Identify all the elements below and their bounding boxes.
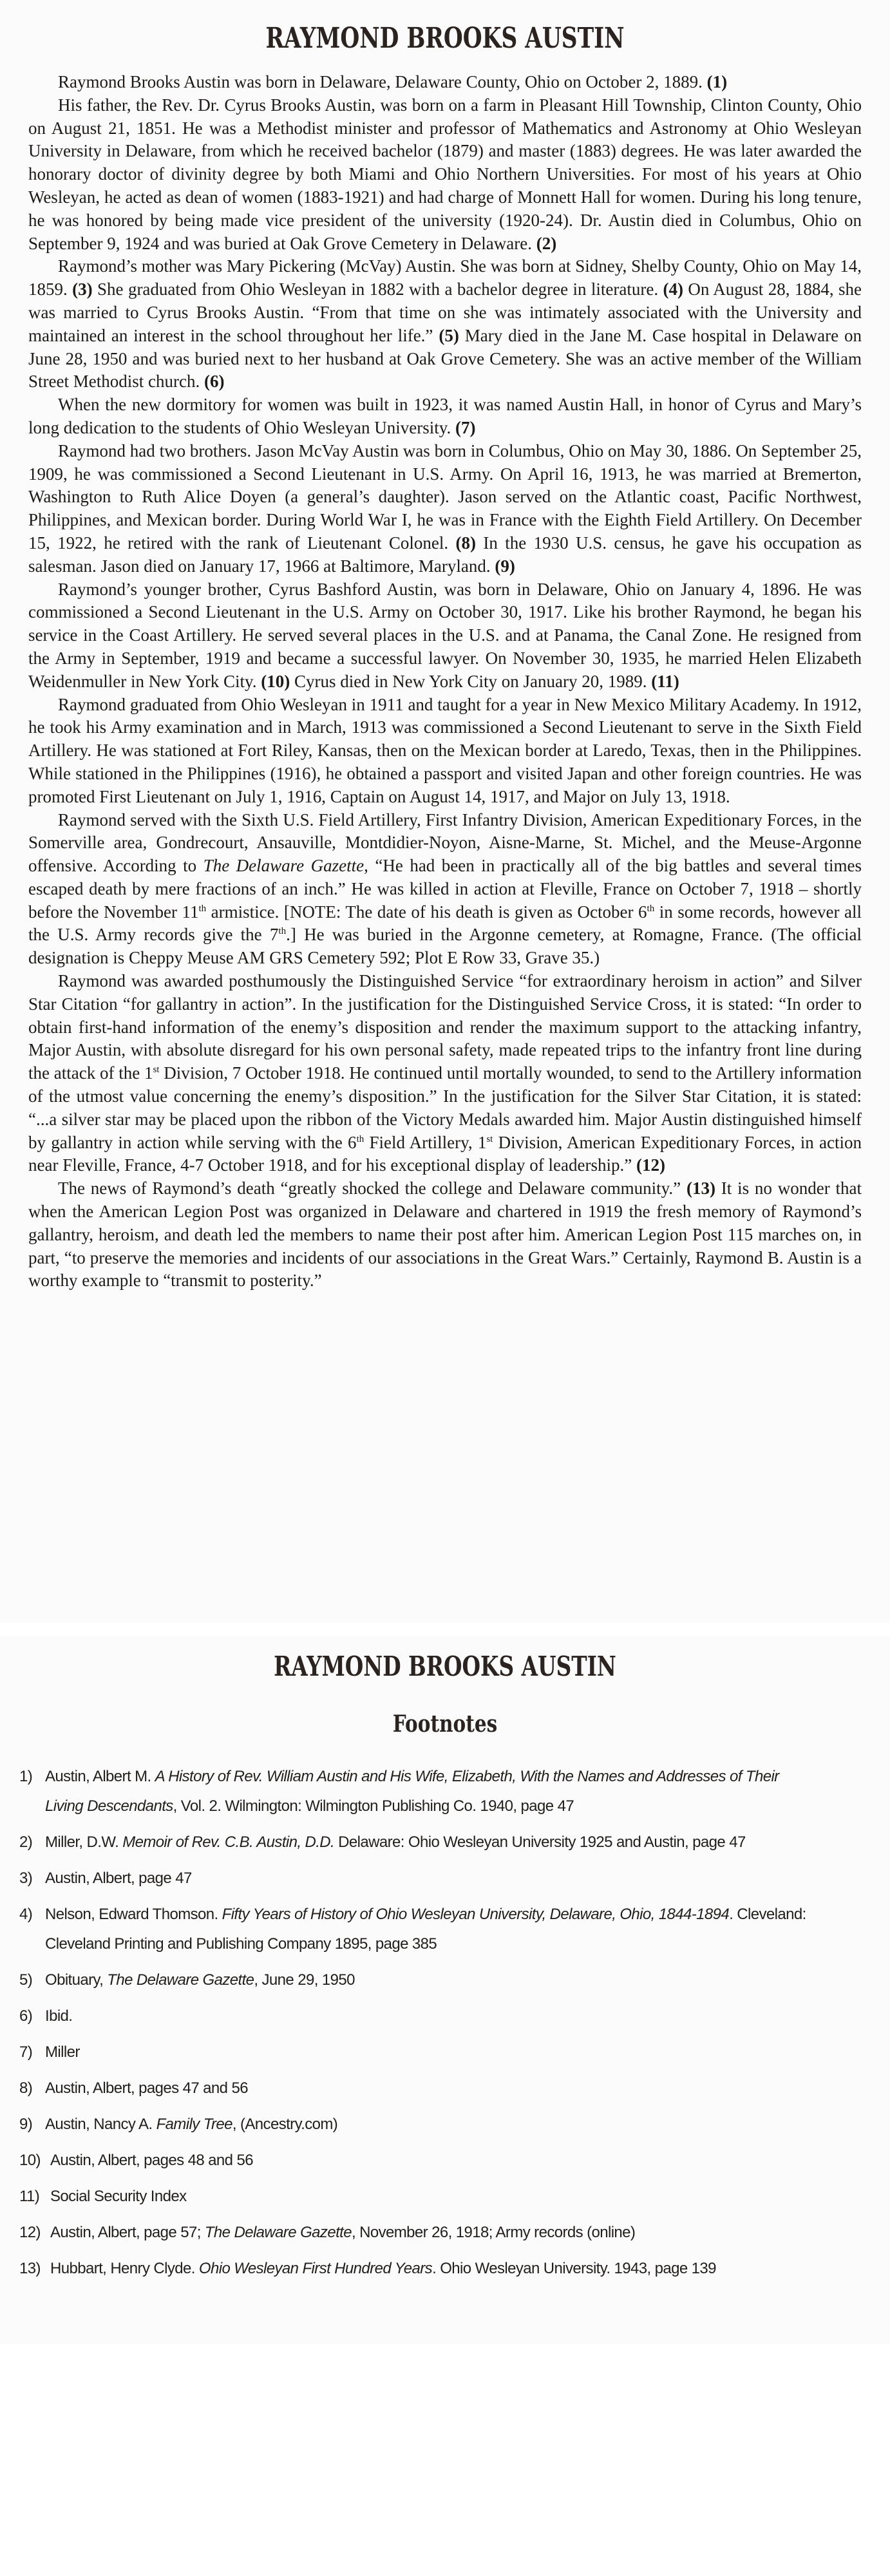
footnote-number: 5) <box>19 1971 33 1989</box>
text-run: . Cleveland: Cleveland Printing and Publishing Company 1895, page 385 <box>45 1906 806 1953</box>
italic-title: Fifty Years of History of Ohio Wesleyan University, Delaware, Ohio, 1844-1894 <box>222 1906 730 1924</box>
footnote-item <box>19 1965 871 1995</box>
ordinal-suffix: st <box>153 1065 160 1075</box>
footnotes-page <box>0 1636 890 2344</box>
ordinal-suffix: th <box>278 926 287 937</box>
ordinal-suffix: th <box>198 903 207 914</box>
footnote-text <box>45 1828 871 1857</box>
footnote-item <box>19 2218 871 2248</box>
biography-paragraph <box>28 809 862 971</box>
footnote-reference: (5) <box>439 325 459 345</box>
footnote-item <box>19 2146 871 2175</box>
footnote-reference: (3) <box>72 279 93 299</box>
footnote-text <box>50 2254 871 2284</box>
italic-title: The Delaware Gazette <box>107 1971 254 1989</box>
text-run: Austin, Nancy A. <box>45 2116 156 2134</box>
text-run: Social Security Index <box>50 2188 187 2206</box>
text-run: Raymond was awarded posthumously the Distinguished Service “for extraordinary heroism in action” and Silver Star Citation “for gallantry in action”. In the justification for the Distinguished Service Cross, it is stated: “In order to obtain first-hand information of the enemy’s disposition and render the maximum support to the attacking infantry, Major Austin, with absolute disregard for his own personal safety, made repeated trips to the infantry front line during the attack of the 1 <box>28 971 862 1083</box>
text-run: Hubbart, Henry Clyde. <box>50 2260 199 2278</box>
text-run: Nelson, Edward Thomson. <box>45 1906 222 1924</box>
italic-title: A History of Rev. William Austin and His Wife, Elizabeth, With the Names and Addresses of Their Living Descendants <box>45 1768 779 1815</box>
text-run: Field Artillery, 1 <box>364 1132 487 1152</box>
text-run: She graduated from Ohio Wesleyan in 1882 with a bachelor degree in literature. <box>92 279 663 299</box>
text-run: Raymond graduated from Ohio Wesleyan in 1911 and taught for a year in New Mexico Military Academy. In 1912, he took his Army examination and in March, 1913 was commissioned a Second Lieutenant to serve in the Sixth Field Artillery. He was stationed at Fort Riley, Kansas, then on the Mexican border at Laredo, Texas, then in the Philippines. While stationed in the Philippines (1916), he obtained a passport and visited Japan and other foreign countries. He was promoted First Lieutenant on July 1, 1916, Captain on August 14, 1917, and Major on July 13, 1918. <box>28 694 862 806</box>
footnote-item <box>19 2038 871 2067</box>
biography-paragraph <box>28 440 862 578</box>
italic-title: The Delaware Gazette <box>203 856 365 876</box>
text-run: Ibid. <box>45 2007 73 2025</box>
text-run: .] He was buried in the Argonne cemetery, at Romagne, France. (The official designation is Cheppy Meuse AM GRS Cemetery 592; Plot E Row 33, Grave 35.) <box>28 925 862 968</box>
footnote-number: 12) <box>19 2224 41 2242</box>
text-run: , November 26, 1918; Army records (online) <box>351 2224 636 2242</box>
footnote-item <box>19 2110 871 2139</box>
footnote-number: 3) <box>19 1870 33 1888</box>
text-run: Raymond’s mother was Mary Pickering (McVay) Austin. She was born at Sidney, Shelby County, Ohio on May 14, 1859. <box>28 256 862 299</box>
footnote-text <box>45 2110 871 2139</box>
footnote-number: 6) <box>19 2007 33 2025</box>
footnote-item <box>19 2254 871 2284</box>
footnote-number: 2) <box>19 1833 33 1852</box>
text-run: . Ohio Wesleyan University. 1943, page 139 <box>432 2260 716 2278</box>
footnote-number: 8) <box>19 2079 33 2098</box>
footnote-reference: (8) <box>455 533 476 553</box>
footnote-item <box>19 2074 871 2103</box>
italic-title: The Delaware Gazette <box>204 2224 352 2242</box>
text-run: His father, the Rev. Dr. Cyrus Brooks Austin, was born on a farm in Pleasant Hill Township, Clinton County, Ohio on August 21, 1851. He was a Methodist minister and professor of Mathematics and Astronomy at Ohio Wesleyan University in Delaware, from which he received bachelor (1879) and master (1883) degrees. He was later awarded the honorary doctor of divinity degree by both Miami and Ohio Northern Universities. For most of his years at Ohio Wesleyan, he acted as dean of women (1883-1921) and had charge of Monnett Hall for women. During his long tenure, he was honored by being made vice president of the university (1920-24). Dr. Austin died in Columbus, Ohio on September 9, 1924 and was buried at Oak Grove Cemetery in Delaware. <box>28 95 862 253</box>
text-run: Division, 7 October 1918. He continued until mortally wounded, to send to the Artillery information of the utmost value concerning the enemy’s disposition.” In the justification for the Silver Star Citation, it is stated: “...a silver star may be placed upon the ribbon of the Victory Medals awarded him. Major Austin distinguished himself by gallantry in action while serving with the 6 <box>28 1063 862 1152</box>
biography-paragraph <box>28 578 862 694</box>
text-run: Obituary, <box>45 1971 108 1989</box>
footnote-number: 4) <box>19 1906 33 1924</box>
text-run: It is no wonder that when the American Legion Post was organized in Delaware and chartered in 1919 the fresh memory of Raymond’s gallantry, heroism, and death led the members to name their post after him. American Legion Post 115 marches on, in part, “to preserve the memories and incidents of our associations in the Great Wars.” Certainly, Raymond B. Austin is a worthy example to “transmit to posterity.” <box>28 1179 862 1291</box>
italic-title: Ohio Wesleyan First Hundred Years <box>198 2260 433 2278</box>
footnote-text <box>45 1965 871 1995</box>
biography-paragraph <box>28 694 862 809</box>
footnote-number: 9) <box>19 2116 33 2134</box>
footnotes-heading: Footnotes <box>392 1710 498 1738</box>
text-run: in some records, however all the U.S. Army records give the 7 <box>28 902 862 945</box>
biography-paragraph <box>28 393 862 440</box>
footnote-text <box>45 1762 871 1821</box>
biography-body <box>28 71 862 1293</box>
footnote-reference: (6) <box>204 372 225 392</box>
footnote-item <box>19 1864 871 1893</box>
text-run: Delaware: Ohio Wesleyan University 1925 and Austin, page 47 <box>334 1833 746 1852</box>
footnote-item <box>19 1762 871 1821</box>
text-run: Austin, Albert, pages 48 and 56 <box>50 2152 253 2170</box>
footnote-item <box>19 2182 871 2211</box>
text-run: Miller, D.W. <box>45 1833 123 1852</box>
footnote-number: 10) <box>19 2152 41 2170</box>
footnote-text <box>50 2146 871 2175</box>
text-run: Austin, Albert, pages 47 and 56 <box>45 2079 248 2098</box>
footnote-reference: (11) <box>651 671 679 691</box>
footnote-item <box>19 1828 871 1857</box>
footnote-reference: (10) <box>261 671 290 691</box>
footnote-number: 1) <box>19 1768 33 1786</box>
biography-paragraph <box>28 255 862 393</box>
italic-title: Memoir of Rev. C.B. Austin, D.D. <box>122 1833 335 1852</box>
text-run: When the new dormitory for women was built in 1923, it was named Austin Hall, in honor of Cyrus and Mary’s long dedication to the students of Ohio Wesleyan University. <box>28 395 862 437</box>
footnote-text <box>45 2002 871 2031</box>
text-run: Austin, Albert, page 47 <box>45 1870 192 1888</box>
text-run: Miller <box>45 2043 80 2061</box>
footnote-reference: (2) <box>536 233 557 253</box>
text-run: The news of Raymond’s death “greatly shocked the college and Delaware community.” <box>58 1179 686 1198</box>
footnote-text <box>45 2038 871 2067</box>
biography-paragraph <box>28 94 862 256</box>
footnote-text <box>50 2218 871 2248</box>
text-run: Raymond served with the Sixth U.S. Field Artillery, First Infantry Division, American Expeditionary Forces, in the Somerville area, Gondrecourt, Ansauville, Montdidier-Noyon, Aisne-Marne, St. Michel, and the Meuse-Argonne offensive. According to <box>28 810 862 876</box>
footnote-reference: (7) <box>455 417 476 437</box>
text-run: Raymond’s younger brother, Cyrus Bashford Austin, was born in Delaware, Ohio on January 4, 1896. He was commissioned a Second Lieutenant in the U.S. Army on October 30, 1917. Like his brother Raymond, he began his service in the Coast Artillery. He served several places in the U.S. and at Panama, the Canal Zone. He resigned from the Army in September, 1919 and became a successful lawyer. On November 30, 1935, he married Helen Elizabeth Weidenmuller in New York City. <box>28 579 862 691</box>
text-run: , “He had been in practically all of the big battles and several times escaped death by mere fractions of an inch.” He was killed in action at Fleville, France on October 7, 1918 – shortly before the November 11 <box>28 856 862 922</box>
italic-title: Family Tree <box>156 2116 232 2134</box>
text-run: armistice. [NOTE: The date of his death is given as October 6 <box>206 902 647 922</box>
text-run: Austin, Albert, page 57; <box>50 2224 205 2242</box>
text-run: Division, American Expeditionary Forces, in action near Fleville, France, 4-7 October 1918, and for his exceptional display of leadership.” <box>28 1132 862 1175</box>
text-run: On August 28, 1884, she was married to Cyrus Brooks Austin. “From that time on she was intimately associated with the University and maintained an interest in the school throughout her life.” <box>28 279 862 345</box>
page-title: RAYMOND BROOKS AUSTIN <box>265 22 625 55</box>
footnote-number: 13) <box>19 2260 41 2278</box>
footnote-text <box>45 1900 871 1959</box>
footnote-reference: (13) <box>686 1179 715 1198</box>
biography-paragraph <box>28 970 862 1177</box>
footnote-reference: (9) <box>495 556 515 576</box>
biography-paragraph <box>28 71 862 94</box>
footnote-number: 7) <box>19 2043 33 2061</box>
text-run: Raymond Brooks Austin was born in Delaware, Delaware County, Ohio on October 2, 1889. <box>58 72 707 91</box>
text-run: Austin, Albert M. <box>45 1768 155 1786</box>
text-run: In the 1930 U.S. census, he gave his occupation as salesman. Jason died on January 17, 1966 at Baltimore, Maryland. <box>28 533 862 576</box>
text-run: , Vol. 2. Wilmington: Wilmington Publishing Co. 1940, page 47 <box>173 1797 574 1815</box>
footnote-reference: (1) <box>706 72 728 91</box>
footnote-text <box>45 2074 871 2103</box>
text-run: , June 29, 1950 <box>254 1971 355 1989</box>
footnote-number: 11) <box>19 2188 40 2206</box>
footnote-item <box>19 2002 871 2031</box>
text-run: Mary died in the Jane M. Case hospital in Delaware on June 28, 1950 and was buried next to her husband at Oak Grove Cemetery. She was an active member of the William Street Methodist church. <box>28 325 862 392</box>
footnotes-page-title: RAYMOND BROOKS AUSTIN <box>274 1651 616 1682</box>
footnote-reference: (12) <box>636 1155 665 1175</box>
biography-paragraph <box>28 1177 862 1293</box>
text-run: Raymond had two brothers. Jason McVay Austin was born in Columbus, Ohio on May 30, 1886. On September 25, 1909, he was commissioned a Second Lieutenant in U.S. Army. On April 16, 1913, he was married at Bremerton, Washington to Ruth Alice Doyen (a general’s daughter). Jason served on the Atlantic coast, Pacific Northwest, Philippines, and Mexican border. During World War I, he was in France with the Eighth Field Artillery. On December 15, 1922, he retired with the rank of Lieutenant Colonel. <box>28 440 862 553</box>
footnote-text <box>50 2182 871 2211</box>
ordinal-suffix: th <box>647 903 655 914</box>
footnote-text <box>45 1864 871 1893</box>
footnote-reference: (4) <box>663 279 683 299</box>
text-run: , (Ancestry.com) <box>232 2116 338 2134</box>
footnote-item <box>19 1900 871 1959</box>
text-run: Cyrus died in New York City on January 20, 1989. <box>290 671 652 691</box>
footnotes-list <box>19 1762 871 2284</box>
ordinal-suffix: st <box>486 1133 493 1144</box>
ordinal-suffix: th <box>356 1133 365 1144</box>
